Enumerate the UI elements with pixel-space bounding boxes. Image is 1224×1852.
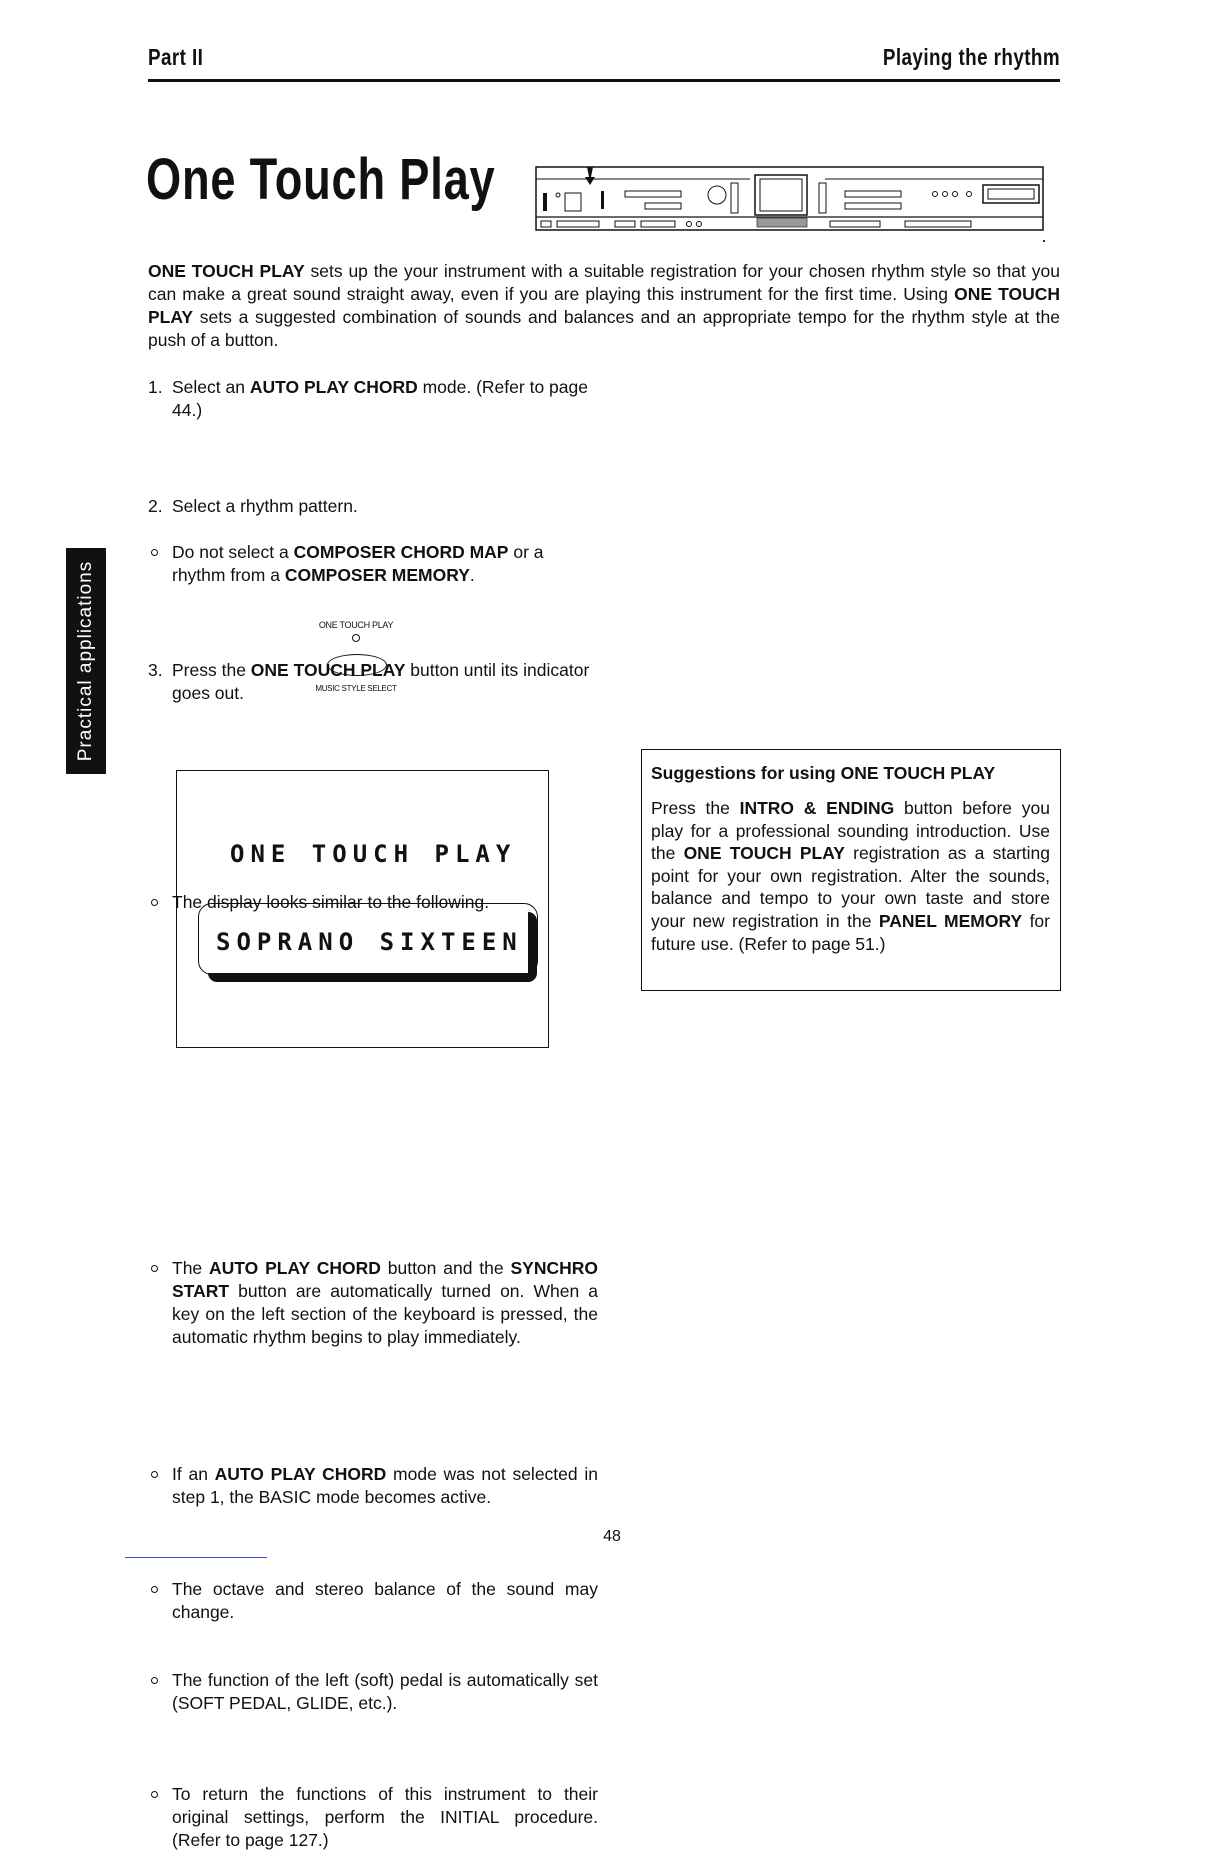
intro-bold-1: ONE TOUCH PLAY	[148, 261, 305, 281]
step-2-text: Select a rhythm pattern.	[172, 496, 358, 516]
intro-bold-2: ONE TOUCH PLAY	[148, 284, 1060, 327]
bullet-icon	[151, 549, 158, 556]
suggestion-bold-1: INTRO & ENDING	[739, 798, 895, 818]
suggestion-bold-2: ONE TOUCH PLAY	[683, 843, 845, 864]
side-tab-label: Practical applications	[75, 560, 96, 762]
step-2-note-bold-2: COMPOSER MEMORY	[284, 565, 470, 585]
step-1-text-2: mode. (Refer to page 44.)	[172, 377, 588, 420]
step-2-note	[148, 541, 600, 587]
suggestion-bold-3: PANEL MEMORY	[878, 910, 1023, 931]
note-1-text-3: button are automatically turned on. When a key on the left section of the keyboard is pressed, the automatic rhythm begins to play immediately.	[172, 1281, 598, 1347]
note-1-text-1: The	[172, 1258, 210, 1278]
note-1-text-2: button and the	[380, 1258, 511, 1278]
display-note-text: The display looks similar to the following.	[172, 892, 490, 912]
bullet-icon	[151, 1586, 158, 1593]
note-3	[148, 1578, 598, 1624]
step-2-note-text-3: .	[469, 565, 475, 585]
button-top-label: ONE TOUCH PLAY	[318, 620, 394, 630]
step-2	[148, 495, 600, 518]
step-2-number: 2.	[148, 496, 163, 516]
intro-text-2: sets a suggested combination of sounds and balances and an appropriate tempo for the rhythm style at the push of a button.	[148, 307, 1060, 350]
step-1-text-1: Select an	[172, 377, 250, 397]
page-title: One Touch Play	[146, 147, 496, 212]
note-2	[148, 1463, 598, 1509]
suggestion-text-1: Press the	[651, 798, 740, 818]
lcd-frame-shadow	[528, 912, 537, 982]
note-4-text: The function of the left (soft) pedal is automatically set (SOFT PEDAL, GLIDE, etc.).	[172, 1670, 598, 1713]
scan-speck	[1043, 240, 1045, 242]
footer-rule	[125, 1557, 267, 1558]
note-2-text-2: mode was not selected in step 1, the BASIC mode becomes active.	[172, 1464, 598, 1507]
suggestion-text-3: registration as a starting point for your own registration. Alter the sounds, balance and tempo to your own taste and store your new registration in the	[651, 843, 1050, 931]
note-1	[148, 1257, 598, 1349]
suggestion-body	[651, 797, 1050, 955]
suggestion-text-4: for future use. (Refer to page 51.)	[651, 910, 1050, 954]
note-5-text: To return the functions of this instrument to their original settings, perform the INITIAL procedure. (Refer to page 127.)	[172, 1784, 598, 1850]
button-bottom-label: MUSIC STYLE SELECT	[315, 684, 397, 693]
step-2-note-bold-1: COMPOSER CHORD MAP	[293, 542, 509, 562]
step-1	[148, 376, 600, 422]
note-5	[148, 1783, 598, 1852]
indicator-light-icon	[352, 634, 360, 642]
note-2-text-1: If an	[172, 1464, 215, 1484]
one-touch-play-button[interactable]	[327, 654, 387, 676]
step-3-text-2: button until its indicator goes out.	[172, 660, 590, 703]
bullet-icon	[151, 1677, 158, 1684]
note-1-bold-2: SYNCHRO START	[172, 1258, 598, 1301]
note-2-bold: AUTO PLAY CHORD	[214, 1464, 387, 1484]
intro-text-1: sets up the your instrument with a suitable registration for your chosen rhythm style so that you can make a great sound straight away, even if you are playing this instrument for the first time. Using	[148, 261, 1060, 304]
suggestion-text-2: button before you play for a professional sounding introduction. Use the	[651, 798, 1050, 864]
note-4	[148, 1669, 598, 1715]
note-3-text: The octave and stereo balance of the sound may change.	[172, 1579, 598, 1622]
bullet-icon	[151, 1471, 158, 1478]
header-rule	[148, 79, 1060, 82]
side-tab	[66, 548, 106, 774]
lcd-line-1: ONE TOUCH PLAY	[230, 840, 517, 868]
header-part: Part II	[148, 44, 204, 70]
suggestion-title: Suggestions for using ONE TOUCH PLAY	[651, 763, 996, 783]
bullet-icon	[151, 1791, 158, 1798]
lcd-line-2: SOPRANO SIXTEEN	[216, 928, 523, 956]
header-section: Playing the rhythm	[882, 44, 1060, 70]
bullet-icon	[151, 899, 158, 906]
bullet-icon	[151, 1265, 158, 1272]
step-2-note-text-1: Do not select a	[172, 542, 294, 562]
page-number: 48	[603, 1528, 621, 1545]
step-2-note-text-2: or a rhythm from a	[172, 542, 544, 585]
intro-paragraph	[148, 260, 1060, 352]
step-3-bold: ONE TOUCH PLAY	[250, 660, 406, 680]
step-1-bold: AUTO PLAY CHORD	[249, 377, 418, 397]
step-3-number: 3.	[148, 660, 163, 680]
step-1-number: 1.	[148, 377, 163, 397]
instrument-panel-illustration	[535, 165, 1045, 235]
step-3-text-1: Press the	[172, 660, 251, 680]
note-1-bold-1: AUTO PLAY CHORD	[209, 1258, 381, 1278]
lcd-frame-shadow-bottom	[208, 973, 536, 982]
